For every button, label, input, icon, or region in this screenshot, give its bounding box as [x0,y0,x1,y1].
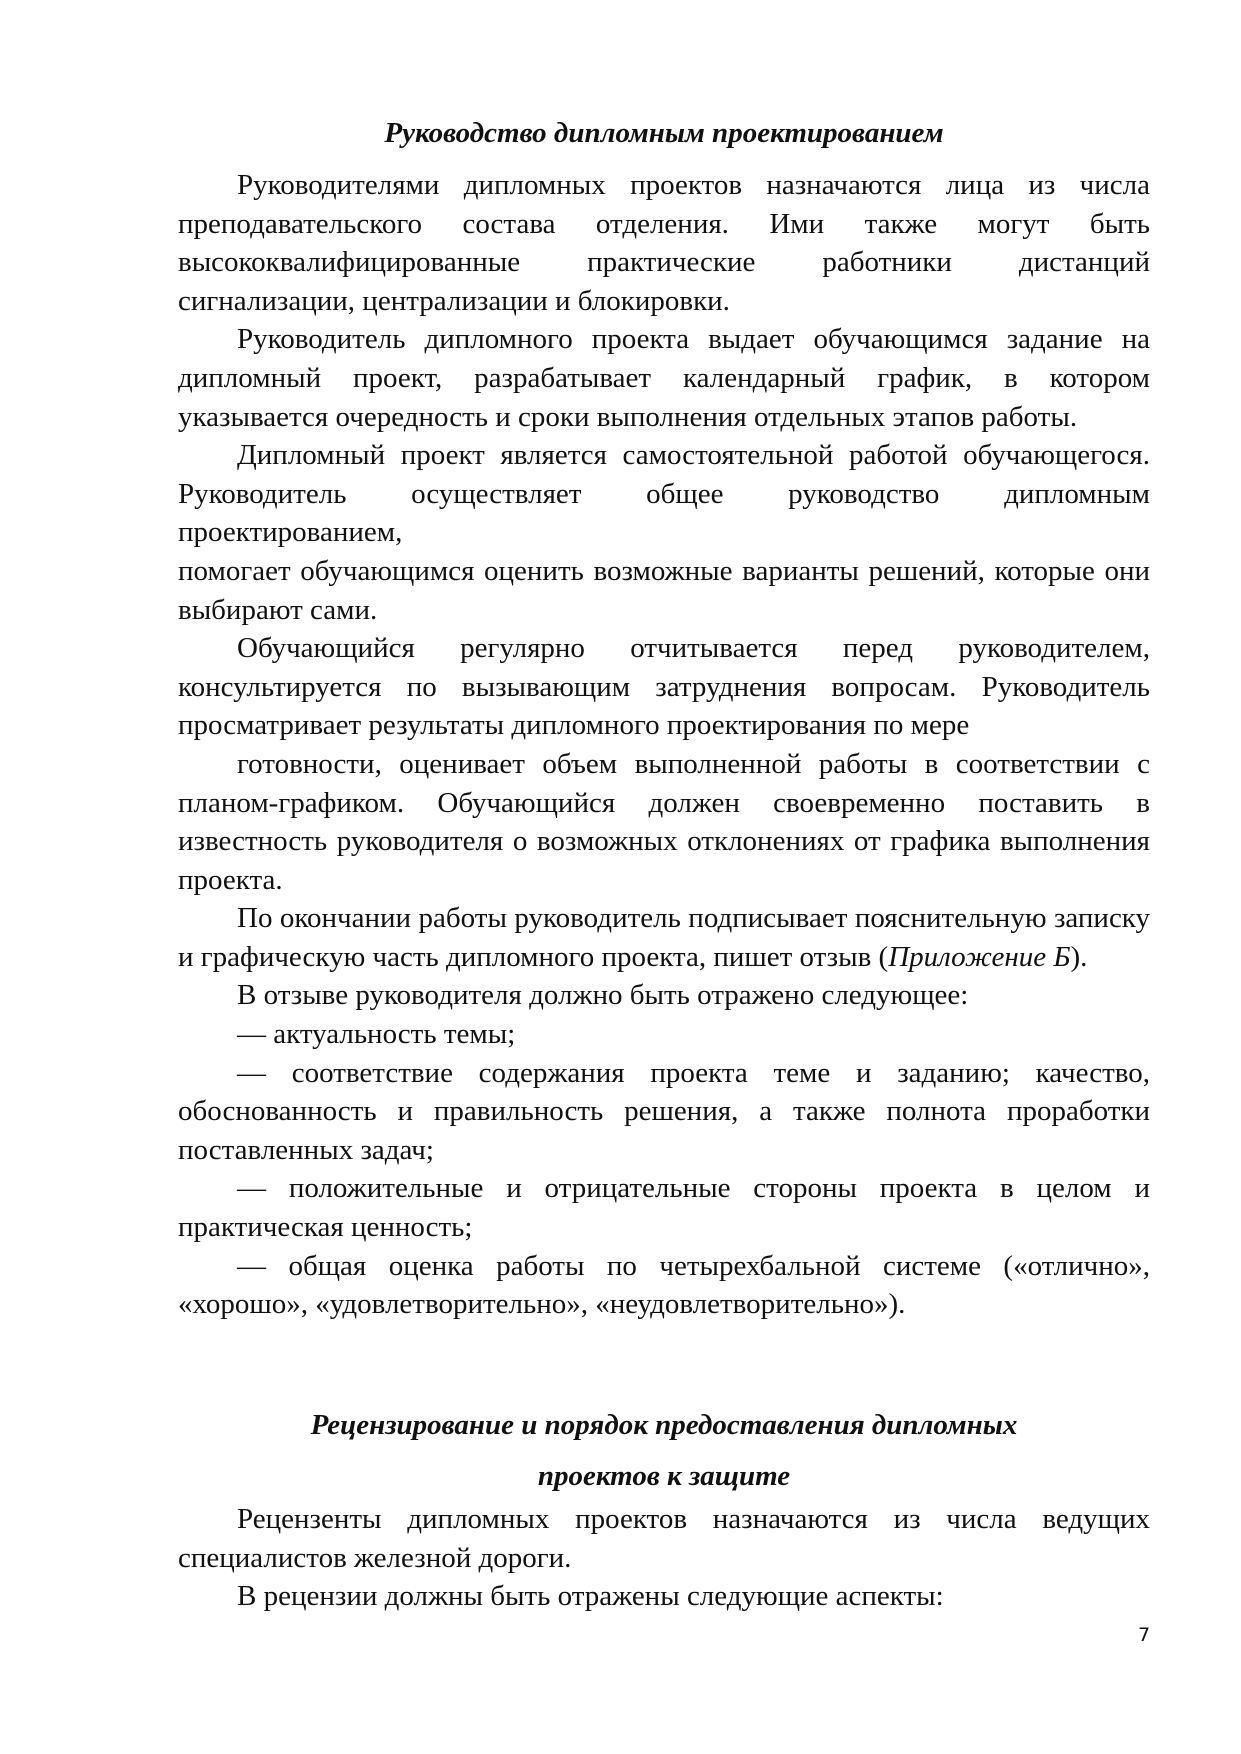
paragraph: Дипломный проект является самостоятельной работой обучающегося. Руководитель осуществляет общее руководство дипломным проектированием, [178,439,1150,549]
section-title-line: Рецензирование и порядок предоставления дипломных [310,1409,1018,1441]
paragraph: готовности, оценивает объем выполненной работы в соответствии с планом-графиком. Обучающийся должен своевременно поставить в известность руководителя о возможных отклонениях от графика выполнения проекта. [178,747,1150,896]
section-title-review [178,1400,1150,1502]
paragraph: Обучающийся регулярно отчитывается перед руководителем, консультируется по вызывающим затруднения вопросам. Руководитель просматривает результаты дипломного проектирования по мере [178,632,1150,742]
paragraph: В отзыве руководителя должно быть отражено следующее: [237,979,969,1012]
text: ). [1070,940,1088,973]
page-number: 7 [1138,1624,1151,1646]
list-item: — общая оценка работы по четырехбальной системе («отлично», «хорошо», «удовлетворительно», «неудовлетворительно»). [178,1249,1150,1321]
paragraph: Руководитель дипломного проекта выдает обучающимся задание на дипломный проект, разрабатывает календарный график, в котором указывается очередность и сроки выполнения отдельных этапов работы. [178,323,1150,433]
paragraph: Рецензенты дипломных проектов назначаются из числа ведущих специалистов железной дороги. [178,1503,1150,1574]
paragraph: Руководителями дипломных проектов назначаются лица из числа преподавательского состава отделения. Ими также могут быть высококвалифицированные практические работники дистанций сигнализации, централизации и блокировки. [178,169,1150,317]
section-title-line: проектов к защите [537,1460,791,1492]
section-supervision-body [178,166,1150,1324]
paragraph [178,899,1150,976]
section-review-body [178,1500,1150,1616]
appendix-reference: Приложение Б [888,940,1071,973]
paragraph: помогает обучающимся оценить возможные варианты решений, которые они выбирают сами. [178,554,1150,626]
list-item: — положительные и отрицательные стороны проекта в целом и практическая ценность; [178,1172,1150,1244]
list-item: — актуальность темы; [237,1018,516,1051]
text: По окончании работы руководитель подписывает пояснительную записку и графическую часть дипломного проекта, пишет отзыв ( [178,902,1150,973]
section-title-supervision: Руководство дипломным проектированием [384,117,944,149]
paragraph: В рецензии должны быть отражены следующие аспекты: [237,1580,944,1613]
list-item: — соответствие содержания проекта теме и заданию; качество, обоснованность и правильность решения, а также полнота проработки поставленных задач; [178,1056,1150,1166]
